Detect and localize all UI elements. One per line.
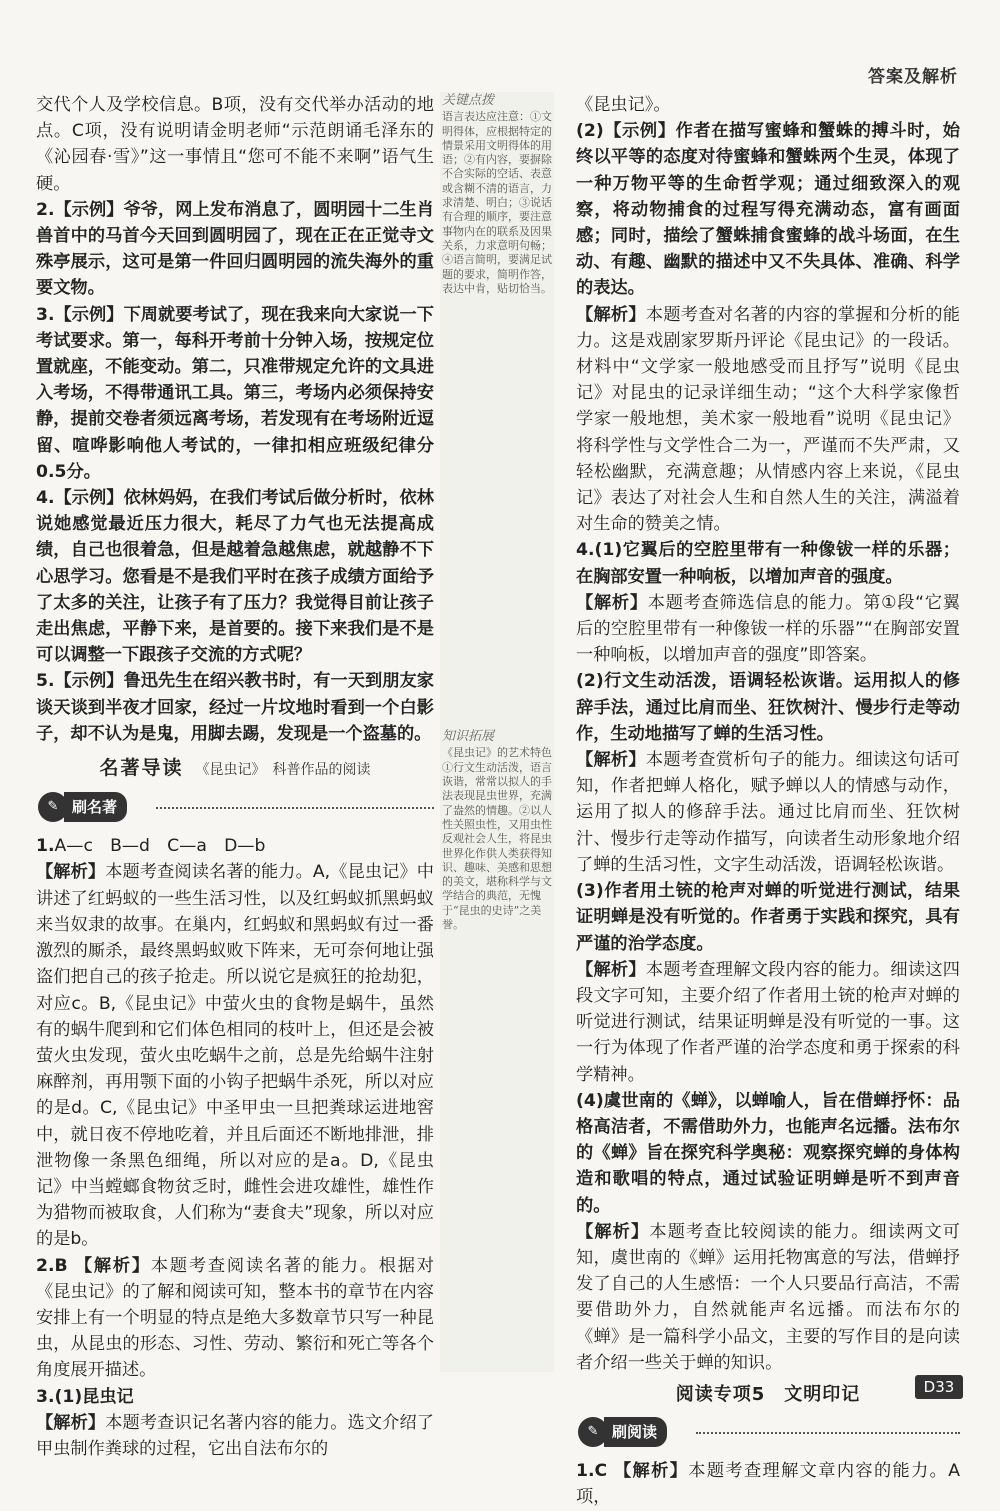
analysis: 【解析】本题考查筛选信息的能力。第①段“它翼后的空腔里带有一种像钹一样的乐器”“在胸部安置一种响板，以增加声音的强度”即答案。: [576, 592, 960, 666]
answer-item: (2)行文生动活泼，语调轻松诙谐。运用拟人的修辞手法，通过比肩而坐、狂饮树汁、慢步行走等动作，生动地描写了蝉的生活习性。: [576, 671, 960, 744]
section-heading: 阅读专项5 文明印记: [675, 1383, 861, 1405]
sidebar-notes: [442, 94, 554, 946]
analysis: 【解析】本题考查对名著的内容的掌握和分析的能力。这是戏剧家罗斯丹评论《昆虫记》的一段话。材料中“文学家一般地感受而且抒写”说明《昆虫记》对昆虫的记录详细生动；“这个大科学家像哲学家一般地想，美术家一般地看”说明《昆虫记》将科学性与文学性合二为一，严谨而不失严肃，又轻松幽默，充满意趣；从情感内容上来说，《昆虫记》表达了对社会人生和自然人生的关注，满溢着对生命的赞美之情。: [576, 304, 960, 535]
badge-row: [576, 1414, 960, 1452]
answer-item: (2)【示例】作者在描写蜜蜂和蟹蛛的搏斗时，始终以平等的态度对待蜜蜂和蟹蛛两个生灵，体现了一种万物平等的生命哲学观；通过细致深入的观察，将动物捕食的过程写得充满动态，富有画面感；同时，描绘了蟹蛛捕食蜜蜂的战斗场面，在生动、有趣、幽默的描述中又不失具体、准确、科学的表达。: [576, 121, 960, 299]
answer-item: 4.【示例】依林妈妈，在我们考试后做分析时，依林说她感觉最近压力很大，耗尽了力气也无法提高成绩，自己也很着急，但是越着急越焦虑，就越静不下心思学习。您看是不是我们平时在孩子成绩方面给予了太多的关注，让孩子有了压力？我觉得目前让孩子走出焦虑，平静下来，是首要的。接下来我们是不是可以调整一下跟孩子交流的方式呢？: [36, 488, 434, 666]
answer-item: 3.(1)昆虫记 【解析】本题考查识记名著内容的能力。选文介绍了甲虫制作粪球的过程，它出自法布尔的: [36, 1386, 434, 1459]
section-badge: ✎ 刷阅读: [578, 1418, 667, 1446]
section-heading: 名著导读 《昆虫记》 科普作品的阅读: [99, 757, 371, 780]
badge-row: [36, 789, 434, 827]
book-icon: ✎: [578, 1417, 608, 1447]
paragraph: 《昆虫记》。: [576, 95, 671, 115]
note-box-key-points: 关键点拨 语言表达应注意：①文明得体，应根据特定的情景采用文明得体的用语；②有内容，要摒除不合实际的空话、表意或含糊不清的语言，力求清楚、明白；③说话有合理的顺序，要注意事物内在的联系及因果关系，力求意明句畅；④语言简明，要满足试题的要求，简明作答，表达中肯，贴切恰当。: [442, 93, 552, 295]
answer-item: 3.【示例】下周就要考试了，现在我来向大家说一下考试要求。第一，每科开考前十分钟入场，按规定位置就座，不能变动。第二，只准带规定允许的文具进入考场，不得带通讯工具。第三，考场内必须保持安静，提前交卷者须远离考场，若发现有在考场附近逗留、喧哗影响他人考试的，一律扣相应班级纪律分0.5分。: [36, 304, 434, 482]
right-column: [576, 92, 960, 1511]
page-header: 答案及解析: [868, 67, 958, 87]
page-number: D33: [915, 1375, 963, 1399]
analysis: 【解析】本题考查理解文段内容的能力。细读这四段文字可知，主要介绍了作者用土铳的枪声对蝉的听觉进行测试，结果证明蝉是没有听觉的一事。这一行为体现了作者严谨的治学态度和勇于探索的科学精神。: [576, 959, 960, 1085]
answer-item: (4)虞世南的《蝉》，以蝉喻人，旨在借蝉抒怀：品格高洁者，不需借助外力，也能声名远播。法布尔的《蝉》旨在探究科学奥秘：观察探究蝉的身体构造和歌唱的特点，通过试验证明蝉是听不到声音的。: [576, 1090, 960, 1216]
answer-item: 1.C 【解析】本题考查理解文章内容的能力。A项，: [576, 1461, 960, 1508]
book-icon: ✎: [38, 792, 68, 822]
answer-item: 2.B 【解析】本题考查阅读名著的能力。根据对《昆虫记》的了解和阅读可知，整本书的章节在内容安排上有一个明显的特点是绝大多数章节只写一种昆虫，从昆虫的形态、习性、劳动、繁衍和死亡等各个角度展开描述。: [36, 1255, 434, 1381]
answer-item: 4.(1)它翼后的空腔里带有一种像钹一样的乐器；在胸部安置一种响板，以增加声音的强度。: [576, 540, 960, 587]
note-box-knowledge: 知识拓展 《昆虫记》的艺术特色①行文生动活泼，语言诙谐，常常以拟人的手法表现昆虫世界，充满了盎然的情趣。②以人性关照虫性，又用虫性反观社会人生，将昆虫世界化作供人类获得知识、趣味、美感和思想的美文，堪称科学与文学结合的典范，无愧于“昆虫的史诗”之美誉。: [442, 729, 552, 932]
section-badge: ✎ 刷名著: [38, 793, 127, 821]
analysis: 【解析】本题考查比较阅读的能力。细读两文可知，虞世南的《蝉》运用托物寓意的写法，借蝉抒发了自己的人生感悟：一个人只要品行高洁，不需要借助外力，自然就能声名远播。而法布尔的《蝉》是一篇科学小品文，主要的写作目的是向读者介绍一些关于蝉的知识。: [576, 1221, 960, 1373]
left-column: [36, 92, 434, 1462]
answer-item: (3)作者用土铳的枪声对蝉的听觉进行测试，结果证明蝉是没有听觉的。作者勇于实践和探究，具有严谨的治学态度。: [576, 881, 960, 954]
answer-item: 1.A—c B—d C—a D—b 【解析】本题考查阅读名著的能力。A,《昆虫记》中讲述了红蚂蚁的一些生活习性，以及红蚂蚁抓黑蚂蚁来当奴隶的故事。在巢内，红蚂蚁和黑蚂蚁有过一番激烈的厮杀，最终黑蚂蚁败下阵来，无可奈何地让强盗们把自己的孩子抢走。所以说它是疯狂的抢劫犯，对应c。B,《昆虫记》中萤火虫的食物是蜗牛，虽然有的蜗牛爬到和它们体色相同的枝叶上，但还是会被萤火虫发现，萤火虫吃蜗牛之前，总是先给蜗牛注射麻醉剂，再用颚下面的小钩子把蜗牛杀死，所以对应的是d。C,《昆虫记》中圣甲虫一旦把粪球运进地窖中，就日夜不停地吃着，并且后面还不断地排泄，排泄物像一条黑色细绳，所以对应的是a。D,《昆虫记》中当螳螂食物贫乏时，雌性会进攻雄性，雄性作为猎物而被取食，人们称为“妻食夫”现象，所以对应的是b。: [36, 836, 434, 1250]
answer-item: 5.【示例】鲁迅先生在绍兴教书时，有一天到朋友家谈天谈到半夜才回家，经过一片坟地时看到一个白影子，却不认为是鬼，用脚去踢，发现是一个盗墓的。: [36, 671, 434, 744]
analysis: 【解析】本题考查赏析句子的能力。细读这句话可知，作者把蝉人格化，赋予蝉以人的情感与动作，运用了拟人的修辞手法。通过比肩而坐、狂饮树汁、慢步行走等动作描写，向读者生动形象地介绍了蝉的生活习性，文字生动活泼，语调轻松诙谐。: [576, 750, 960, 875]
paragraph: 交代个人及学校信息。B项，没有交代举办活动的地点。C项，没有说明请金明老师“示范朗诵毛泽东的《沁园春·雪》”这一事情且“您可不能不来啊”语气生硬。: [36, 95, 434, 194]
answer-item: 2.【示例】爷爷，网上发布消息了，圆明园十二生肖兽首中的马首今天回到圆明园了，现在正在正觉寺文殊亭展示，这可是第一件回归圆明园的流失海外的重要文物。: [36, 199, 434, 299]
